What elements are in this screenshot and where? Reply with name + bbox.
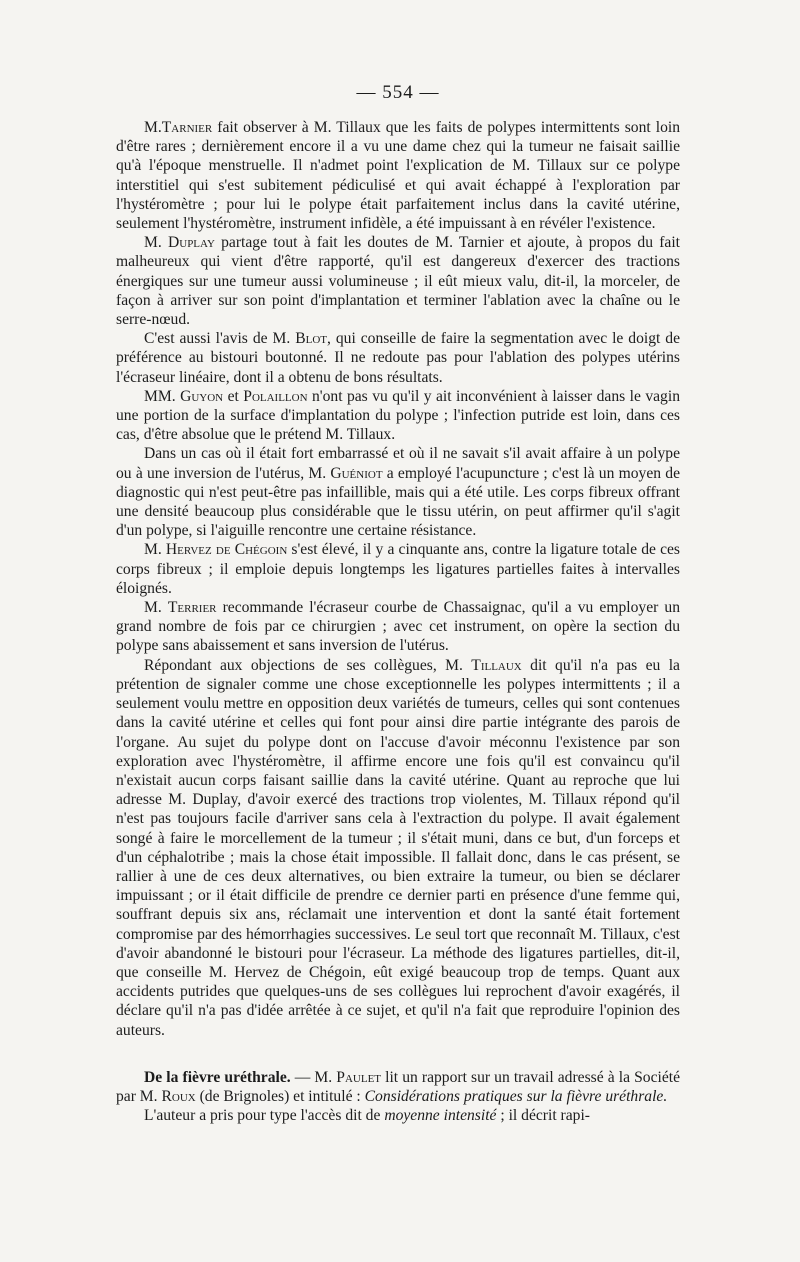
text-run: Dans un cas où il était fort embarrassé et où il ne savait s'il avait affaire à un polype ou à une inversion de l'utérus, M. — [116, 445, 680, 482]
text-run: (de Brignoles) et intitulé : — [195, 1087, 365, 1105]
text-run: Répondant aux objections de ses collègues, M. — [144, 656, 472, 674]
author-name: Tillaux — [471, 656, 522, 674]
author-name: Paulet — [336, 1068, 382, 1086]
text-run: recommande l'écraseur courbe de Chassaignac, qu'il a vu employer un grand nombre de fois par ce chirurgien ; avec cet instrument, on opère la section du polype sans abaissement et sans inversion de l'utérus. — [116, 599, 680, 655]
text-run: a employé l'acupuncture ; c'est là un moyen de diagnostic qui n'est peut-être pas infaillible, mais qui a été utile. Les corps fibreux offrant une densité beaucoup plus considérable que le tissu utérin, on peut affirmer qu'il s'agit d'un polype, si l'aiguille rencontre une certaine résistance. — [116, 464, 680, 540]
author-name: Duplay — [167, 234, 215, 252]
text-run: MM. — [144, 387, 181, 405]
text-run: M. — [144, 119, 162, 136]
paragraph-blot — [116, 329, 680, 387]
text-run: partage tout à fait les doutes de M. Tarnier et ajoute, à propos du fait malheureux qui vient d'être rapporté, qu'il est dangereux d'exercer des tractions énergiques sur une tumeur aussi volumineuse ; il eût mieux valu, dit-il, la morceler, de façon à arriver sur son point d'implantation et terminer l'ablation avec la chaîne ou le serre-nœud. — [116, 234, 680, 329]
text-run: M. — [144, 234, 168, 252]
text-run: M. — [144, 599, 168, 617]
text-run: ; il décrit rapi- — [496, 1107, 590, 1125]
text-run: M. — [144, 541, 166, 559]
paragraph-terrier — [116, 598, 680, 656]
text-run: dit qu'il n'a pas eu la prétention de signaler comme une chose exceptionnelle les polypes intermittents ; il a seulement voulu mettre en opposition deux variétés de tumeurs, celles qui sont contenues dans la cavité utérine et celles qui font pour ainsi dire partie intégrante des parois de l'organe. Au sujet du polype dont on l'accuse d'avoir méconnu l'existence par son exploration avec l'hystéromètre, il affirme encore une fois qu'il est convaincu qu'il n'existait aucun corps faisant saillie dans la cavité utérine. Quant au reproche que lui adresse M. Duplay, d'avoir exercé des tractions trop violentes, M. Tillaux répond qu'il n'est pas toujours facile d'arriver sans cela à l'extraction du polype. Il avait également songé à faire le morcellement de la tumeur ; il s'était muni, dans ce but, d'un forceps et d'un céphalotribe ; mais la chose était impossible. Il fallait donc, dans le cas présent, se rallier à une de ces deux alternatives, ou bien extraire la tumeur, ou bien se déclarer impuissant ; or il était difficile de prendre ce dernier parti en présence d'une femme qui, souffrant depuis six ans, réclamait une intervention et dont la santé était fortement compromise par des hémorrhagies successives. Le seul tort que reconnaît M. Tillaux, c'est d'avoir abandonné le bistouri pour l'écraseur. La méthode des ligatures partielles, dit-il, que conseille M. Hervez de Chégoin, eût exigé beaucoup trop de temps. Quant aux accidents putrides que quelques-uns de ses collègues lui reprochent d'avoir exagérés, il déclare qu'il n'a pas d'idée arrêtée à ce sujet, et qu'il n'a fait que reproduire l'opinion des auteurs. — [116, 656, 680, 1039]
author-name: Blot — [295, 330, 327, 348]
author-name: Tarnier — [161, 119, 213, 136]
text-run: fait observer à M. Tillaux que les faits de polypes intermittents sont loin d'être rares ; dernièrement encore il a vu une dame chez qui la tumeur ne faisait saillie qu'à l'époque menstruelle. Il n'admet point l'explication de M. Tillaux sur ce polype interstitiel qui s'est subitement pédiculisé et qui avait échappé à l'exploration par l'hystéromètre ; pour lui le polype était parfaitement inclus dans la cavité utérine, seulement l'hystéromètre, instrument infidèle, a été impuissant à en révéler l'existence. — [116, 119, 680, 233]
author-name: Guéniot — [330, 464, 383, 482]
paragraph-guyon-polaillon — [116, 387, 680, 445]
section-gap — [116, 1040, 680, 1068]
paragraph-duplay — [116, 233, 680, 329]
text-run: L'auteur a pris pour type l'accès dit de — [144, 1107, 385, 1125]
text-run: et — [223, 387, 244, 405]
text-run: lit un rapport sur un travail adressé à la Société par M. — [116, 1068, 680, 1105]
text-run: s'est élevé, il y a cinquante ans, contre la ligature totale de ces corps fibreux ; il emploie depuis longtemps les ligatures partielles faites à intervalles éloignés. — [116, 541, 680, 597]
emphasis: moyenne intensité — [384, 1107, 497, 1125]
paragraph-auteur — [116, 1106, 680, 1125]
author-name: Guyon — [180, 387, 224, 405]
author-name: Polaillon — [243, 387, 308, 405]
text-run: , qui conseille de faire la segmentation avec le doigt de préférence au bistouri boutonné. Il ne redoute pas pour l'ablation des polypes utérins l'écraseur linéaire, dont il a obtenu de bons résultats. — [116, 330, 680, 386]
text-run: C'est aussi l'avis de M. — [144, 330, 296, 348]
paragraph-gueniot — [116, 444, 680, 540]
section-title: De la fièvre uréthrale. — [144, 1068, 291, 1086]
paragraph-tillaux-reply — [116, 656, 680, 1040]
text-run: n'ont pas vu qu'il y ait inconvénient à laisser dans le vagin une portion de la surface d'implantation du polype ; l'infection putride est loin, dans ces cas, d'être absolue que le prétend M. Tillaux. — [116, 387, 680, 444]
author-name: Hervez de Chégoin — [165, 541, 288, 559]
author-name: Roux — [161, 1087, 196, 1105]
work-title: Considérations pratiques sur la fièvre uréthrale. — [364, 1087, 668, 1105]
paragraph-hervez — [116, 540, 680, 598]
paragraph-tarnier — [116, 118, 680, 233]
paragraph-fievre-urethrale — [116, 1068, 680, 1106]
author-name: Terrier — [167, 599, 217, 617]
page-number: — 554 — — [356, 82, 440, 103]
text-run: — M. — [290, 1068, 337, 1086]
